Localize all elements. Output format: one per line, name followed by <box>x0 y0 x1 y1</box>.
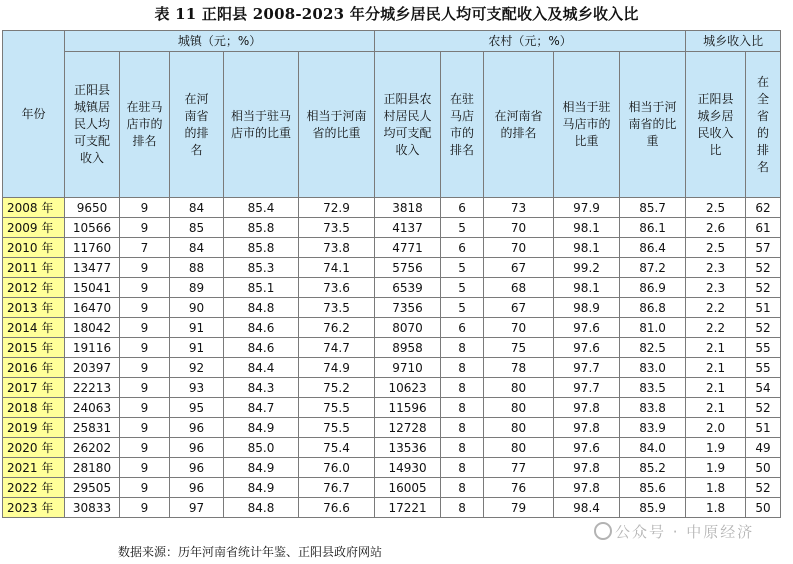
data-cell: 83.9 <box>620 418 686 438</box>
data-cell: 9 <box>120 398 170 418</box>
data-cell: 88 <box>170 258 224 278</box>
data-cell: 9 <box>120 258 170 278</box>
data-cell: 8 <box>441 498 484 518</box>
table-title: 表 11 正阳县 2008-2023 年分城乡居民人均可支配收入及城乡收入比 <box>154 5 639 23</box>
data-cell: 4771 <box>375 238 441 258</box>
table-row <box>3 318 781 338</box>
data-cell: 81.0 <box>620 318 686 338</box>
data-cell: 96 <box>170 438 224 458</box>
data-cell: 2.1 <box>686 358 746 378</box>
data-cell: 75.5 <box>299 398 375 418</box>
data-cell: 2.0 <box>686 418 746 438</box>
data-cell: 99.2 <box>554 258 620 278</box>
data-cell: 73.6 <box>299 278 375 298</box>
data-cell: 77 <box>484 458 554 478</box>
data-cell: 98.4 <box>554 498 620 518</box>
table-row <box>3 458 781 478</box>
data-cell: 74.7 <box>299 338 375 358</box>
data-cell: 96 <box>170 418 224 438</box>
data-cell: 52 <box>746 258 781 278</box>
data-cell: 89 <box>170 278 224 298</box>
header-ratio-group: 城乡收入比 <box>686 31 781 52</box>
data-cell: 49 <box>746 438 781 458</box>
data-cell: 95 <box>170 398 224 418</box>
data-cell: 9 <box>120 338 170 358</box>
data-cell: 57 <box>746 238 781 258</box>
data-cell: 97.8 <box>554 398 620 418</box>
header-urban-pct-henan: 相当于河南省的比重 <box>299 52 375 198</box>
data-cell: 76.0 <box>299 458 375 478</box>
data-cell: 98.1 <box>554 238 620 258</box>
data-cell: 9 <box>120 458 170 478</box>
data-cell: 80 <box>484 418 554 438</box>
data-cell: 97.7 <box>554 378 620 398</box>
data-cell: 96 <box>170 458 224 478</box>
data-cell: 70 <box>484 238 554 258</box>
data-cell: 24063 <box>65 398 120 418</box>
data-cell: 13477 <box>65 258 120 278</box>
data-cell: 98.9 <box>554 298 620 318</box>
data-cell: 52 <box>746 478 781 498</box>
data-cell: 8 <box>441 338 484 358</box>
data-cell: 85.1 <box>224 278 299 298</box>
data-cell: 86.9 <box>620 278 686 298</box>
data-cell: 75.5 <box>299 418 375 438</box>
table-row <box>3 278 781 298</box>
data-cell: 11596 <box>375 398 441 418</box>
income-table <box>2 30 781 518</box>
data-cell: 85.7 <box>620 198 686 218</box>
data-cell: 97.8 <box>554 418 620 438</box>
data-cell: 85.3 <box>224 258 299 278</box>
table-row <box>3 358 781 378</box>
data-cell: 85 <box>170 218 224 238</box>
data-cell: 97.8 <box>554 458 620 478</box>
data-cell: 96 <box>170 478 224 498</box>
header-rural-pct-henan: 相当于河南省的比重 <box>620 52 686 198</box>
data-cell: 84.0 <box>620 438 686 458</box>
data-cell: 50 <box>746 498 781 518</box>
data-cell: 70 <box>484 318 554 338</box>
data-cell: 9710 <box>375 358 441 378</box>
data-cell: 12728 <box>375 418 441 438</box>
header-rural-income: 正阳县农村居民人均可支配收入 <box>375 52 441 198</box>
data-cell: 5756 <box>375 258 441 278</box>
data-cell: 9 <box>120 318 170 338</box>
data-cell: 9 <box>120 218 170 238</box>
table-row <box>3 378 781 398</box>
data-cell: 20397 <box>65 358 120 378</box>
year-cell: 2014 年 <box>3 318 65 338</box>
data-cell: 10623 <box>375 378 441 398</box>
data-cell: 52 <box>746 278 781 298</box>
data-cell: 84.8 <box>224 498 299 518</box>
header-ratio-value: 正阳县城乡居民收入比 <box>686 52 746 198</box>
data-cell: 52 <box>746 318 781 338</box>
data-cell: 3818 <box>375 198 441 218</box>
data-cell: 80 <box>484 398 554 418</box>
data-cell: 68 <box>484 278 554 298</box>
data-cell: 9 <box>120 278 170 298</box>
data-cell: 5 <box>441 258 484 278</box>
data-cell: 82.5 <box>620 338 686 358</box>
header-urban-income: 正阳县城镇居民人均可支配收入 <box>65 52 120 198</box>
watermark-text: 公众号 · 中原经济 <box>615 523 755 541</box>
table-row <box>3 398 781 418</box>
data-cell: 8958 <box>375 338 441 358</box>
data-cell: 9650 <box>65 198 120 218</box>
data-cell: 14930 <box>375 458 441 478</box>
data-cell: 84.9 <box>224 458 299 478</box>
data-cell: 1.8 <box>686 498 746 518</box>
data-cell: 5 <box>441 218 484 238</box>
data-cell: 9 <box>120 358 170 378</box>
data-cell: 25831 <box>65 418 120 438</box>
data-cell: 83.8 <box>620 398 686 418</box>
data-cell: 2.1 <box>686 378 746 398</box>
data-cell: 2.3 <box>686 278 746 298</box>
data-cell: 2.6 <box>686 218 746 238</box>
table-row <box>3 198 781 218</box>
data-cell: 85.0 <box>224 438 299 458</box>
data-cell: 75.4 <box>299 438 375 458</box>
data-cell: 1.9 <box>686 458 746 478</box>
data-cell: 84.8 <box>224 298 299 318</box>
data-cell: 18042 <box>65 318 120 338</box>
data-cell: 7356 <box>375 298 441 318</box>
data-cell: 97.6 <box>554 338 620 358</box>
data-cell: 2.2 <box>686 318 746 338</box>
data-cell: 93 <box>170 378 224 398</box>
data-cell: 62 <box>746 198 781 218</box>
data-cell: 52 <box>746 398 781 418</box>
data-cell: 91 <box>170 318 224 338</box>
data-cell: 10566 <box>65 218 120 238</box>
data-cell: 11760 <box>65 238 120 258</box>
data-cell: 51 <box>746 298 781 318</box>
data-cell: 2.5 <box>686 198 746 218</box>
data-cell: 84.9 <box>224 478 299 498</box>
year-cell: 2015 年 <box>3 338 65 358</box>
wechat-public-account-icon <box>594 522 612 540</box>
data-cell: 84.6 <box>224 338 299 358</box>
year-cell: 2009 年 <box>3 218 65 238</box>
table-row <box>3 418 781 438</box>
data-cell: 86.1 <box>620 218 686 238</box>
data-cell: 92 <box>170 358 224 378</box>
data-cell: 97.8 <box>554 478 620 498</box>
data-cell: 79 <box>484 498 554 518</box>
data-cell: 74.9 <box>299 358 375 378</box>
data-cell: 84.3 <box>224 378 299 398</box>
data-cell: 84.9 <box>224 418 299 438</box>
data-cell: 84 <box>170 238 224 258</box>
data-cell: 28180 <box>65 458 120 478</box>
data-cell: 2.1 <box>686 398 746 418</box>
data-cell: 74.1 <box>299 258 375 278</box>
data-cell: 84 <box>170 198 224 218</box>
data-cell: 6 <box>441 198 484 218</box>
data-cell: 5 <box>441 278 484 298</box>
data-cell: 4137 <box>375 218 441 238</box>
data-cell: 9 <box>120 378 170 398</box>
data-cell: 19116 <box>65 338 120 358</box>
table-row <box>3 298 781 318</box>
data-cell: 30833 <box>65 498 120 518</box>
header-urban-group: 城镇（元；%） <box>65 31 375 52</box>
data-source-note: 数据来源：历年河南省统计年鉴、正阳县政府网站 <box>118 545 383 559</box>
data-cell: 87.2 <box>620 258 686 278</box>
header-group-row <box>3 31 781 52</box>
header-urban-rank-henan: 在河南省的排名 <box>170 52 224 198</box>
data-cell: 70 <box>484 218 554 238</box>
data-cell: 22213 <box>65 378 120 398</box>
data-cell: 76.7 <box>299 478 375 498</box>
header-rural-rank-henan: 在河南省的排名 <box>484 52 554 198</box>
data-cell: 73.8 <box>299 238 375 258</box>
data-cell: 9 <box>120 438 170 458</box>
data-cell: 90 <box>170 298 224 318</box>
year-cell: 2020 年 <box>3 438 65 458</box>
data-cell: 84.6 <box>224 318 299 338</box>
data-cell: 67 <box>484 298 554 318</box>
data-cell: 84.7 <box>224 398 299 418</box>
data-cell: 86.4 <box>620 238 686 258</box>
data-cell: 50 <box>746 458 781 478</box>
data-cell: 75 <box>484 338 554 358</box>
data-cell: 98.1 <box>554 278 620 298</box>
data-cell: 54 <box>746 378 781 398</box>
data-cell: 83.5 <box>620 378 686 398</box>
data-cell: 97.9 <box>554 198 620 218</box>
data-cell: 9 <box>120 498 170 518</box>
data-cell: 8 <box>441 378 484 398</box>
table-row <box>3 238 781 258</box>
data-cell: 8 <box>441 398 484 418</box>
table-row <box>3 338 781 358</box>
table-row <box>3 438 781 458</box>
data-cell: 85.2 <box>620 458 686 478</box>
data-cell: 72.9 <box>299 198 375 218</box>
data-cell: 75.2 <box>299 378 375 398</box>
year-cell: 2019 年 <box>3 418 65 438</box>
data-cell: 84.4 <box>224 358 299 378</box>
data-cell: 91 <box>170 338 224 358</box>
data-cell: 76.2 <box>299 318 375 338</box>
table-body <box>3 198 781 518</box>
header-sub-row <box>3 52 781 198</box>
year-cell: 2021 年 <box>3 458 65 478</box>
year-cell: 2012 年 <box>3 278 65 298</box>
table-row <box>3 478 781 498</box>
data-cell: 29505 <box>65 478 120 498</box>
header-year: 年份 <box>3 31 65 198</box>
data-cell: 2.5 <box>686 238 746 258</box>
data-cell: 13536 <box>375 438 441 458</box>
data-cell: 2.2 <box>686 298 746 318</box>
data-cell: 6 <box>441 238 484 258</box>
data-cell: 73.5 <box>299 218 375 238</box>
data-cell: 8 <box>441 358 484 378</box>
year-cell: 2023 年 <box>3 498 65 518</box>
data-cell: 86.8 <box>620 298 686 318</box>
data-cell: 83.0 <box>620 358 686 378</box>
data-cell: 9 <box>120 418 170 438</box>
data-cell: 6539 <box>375 278 441 298</box>
header-urban-pct-zmd: 相当于驻马店市的比重 <box>224 52 299 198</box>
data-cell: 98.1 <box>554 218 620 238</box>
data-cell: 85.4 <box>224 198 299 218</box>
data-cell: 73.5 <box>299 298 375 318</box>
data-cell: 73 <box>484 198 554 218</box>
table-row <box>3 218 781 238</box>
data-cell: 55 <box>746 338 781 358</box>
data-cell: 5 <box>441 298 484 318</box>
header-urban-rank-zmd: 在驻马店市的排名 <box>120 52 170 198</box>
data-cell: 9 <box>120 298 170 318</box>
data-cell: 55 <box>746 358 781 378</box>
data-cell: 9 <box>120 478 170 498</box>
data-cell: 1.9 <box>686 438 746 458</box>
header-ratio-rank: 在全省的排名 <box>746 52 781 198</box>
data-cell: 85.9 <box>620 498 686 518</box>
year-cell: 2010 年 <box>3 238 65 258</box>
year-cell: 2008 年 <box>3 198 65 218</box>
data-cell: 9 <box>120 198 170 218</box>
year-cell: 2022 年 <box>3 478 65 498</box>
data-cell: 2.3 <box>686 258 746 278</box>
data-cell: 85.8 <box>224 218 299 238</box>
data-cell: 6 <box>441 318 484 338</box>
data-cell: 26202 <box>65 438 120 458</box>
data-cell: 51 <box>746 418 781 438</box>
year-cell: 2018 年 <box>3 398 65 418</box>
data-cell: 97.6 <box>554 318 620 338</box>
header-rural-pct-zmd: 相当于驻马店市的比重 <box>554 52 620 198</box>
data-cell: 80 <box>484 438 554 458</box>
table-row <box>3 258 781 278</box>
data-cell: 85.8 <box>224 238 299 258</box>
data-cell: 8 <box>441 438 484 458</box>
data-cell: 16005 <box>375 478 441 498</box>
year-cell: 2013 年 <box>3 298 65 318</box>
data-cell: 8 <box>441 418 484 438</box>
data-cell: 78 <box>484 358 554 378</box>
data-cell: 8 <box>441 458 484 478</box>
data-cell: 7 <box>120 238 170 258</box>
year-cell: 2011 年 <box>3 258 65 278</box>
data-cell: 8 <box>441 478 484 498</box>
year-cell: 2016 年 <box>3 358 65 378</box>
data-cell: 17221 <box>375 498 441 518</box>
data-cell: 15041 <box>65 278 120 298</box>
data-cell: 97.6 <box>554 438 620 458</box>
data-cell: 97.7 <box>554 358 620 378</box>
data-cell: 8070 <box>375 318 441 338</box>
data-cell: 76 <box>484 478 554 498</box>
watermark <box>594 521 754 542</box>
data-cell: 1.8 <box>686 478 746 498</box>
data-cell: 76.6 <box>299 498 375 518</box>
data-cell: 2.1 <box>686 338 746 358</box>
data-cell: 16470 <box>65 298 120 318</box>
header-rural-rank-zmd: 在驻马店市的排名 <box>441 52 484 198</box>
header-rural-group: 农村（元；%） <box>375 31 686 52</box>
data-cell: 67 <box>484 258 554 278</box>
data-cell: 85.6 <box>620 478 686 498</box>
table-row <box>3 498 781 518</box>
data-cell: 80 <box>484 378 554 398</box>
data-cell: 61 <box>746 218 781 238</box>
year-cell: 2017 年 <box>3 378 65 398</box>
data-cell: 97 <box>170 498 224 518</box>
